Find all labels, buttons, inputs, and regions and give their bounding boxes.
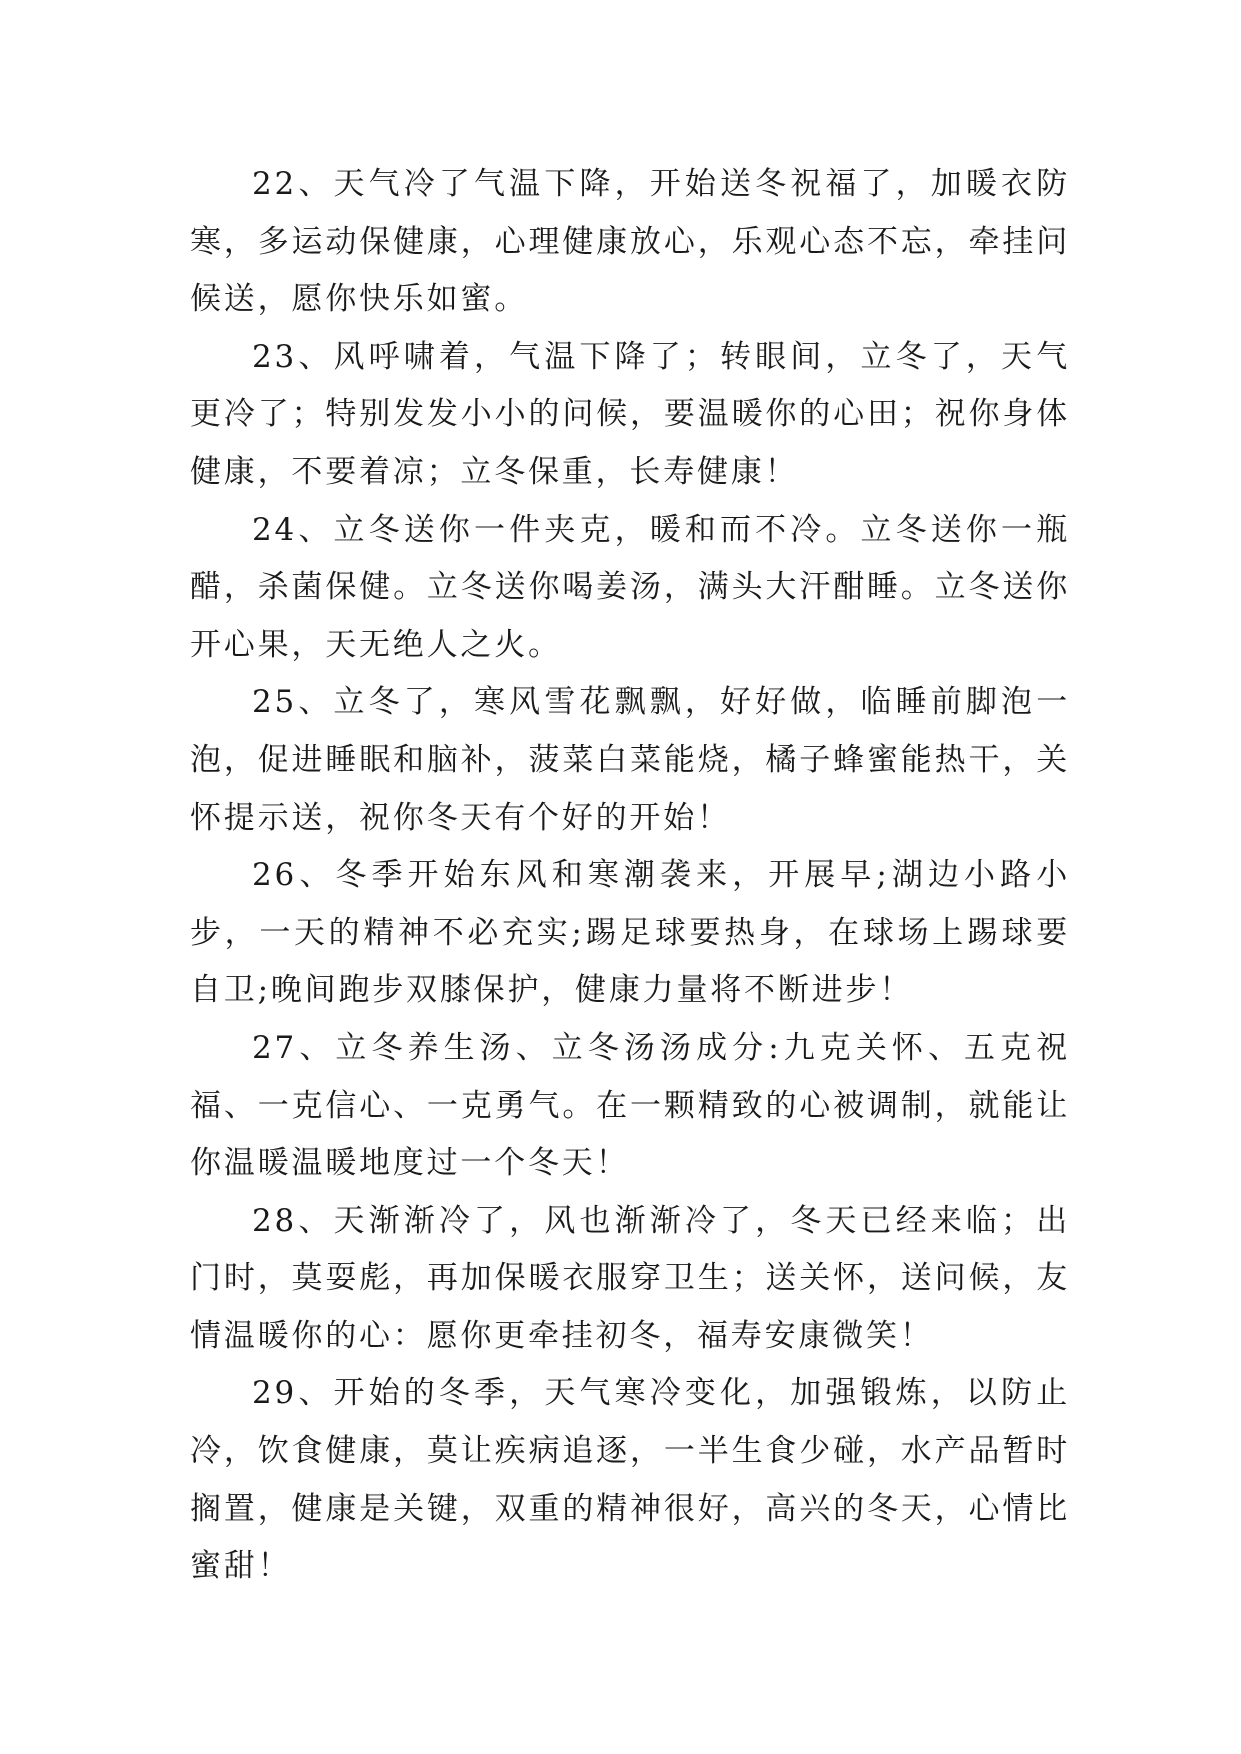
paragraph-26: 26、冬季开始东风和寒潮袭来，开展早;湖边小路小步，一天的精神不必充实;踢足球要热身，在球场上踢球要自卫;晚间跑步双膝保护，健康力量将不断进步！	[190, 857, 1070, 1009]
paragraph-23: 23、风呼啸着，气温下降了；转眼间，立冬了，天气更冷了；特别发发小小的问候，要温暖你的心田；祝你身体健康，不要着凉；立冬保重，长寿健康！	[190, 338, 1070, 490]
paragraph-27: 27、立冬养生汤、立冬汤汤成分:九克关怀、五克祝福、一克信心、一克勇气。在一颗精致的心被调制，就能让你温暖温暖地度过一个冬天！	[190, 1029, 1070, 1182]
paragraph-28: 28、天渐渐冷了，风也渐渐冷了，冬天已经来临；出门时，莫耍彪，再加保暖衣服穿卫生；送关怀，送问候，友情温暖你的心：愿你更牵挂初冬，福寿安康微笑！	[190, 1202, 1070, 1354]
paragraph-25: 25、立冬了，寒风雪花飘飘，好好做，临睡前脚泡一泡，促进睡眠和脑补，菠菜白菜能烧，橘子蜂蜜能热干，关怀提示送，祝你冬天有个好的开始！	[190, 684, 1070, 836]
paragraph-29: 29、开始的冬季，天气寒冷变化，加强锻炼，以防止冷，饮食健康，莫让疾病追逐，一半生食少碰，水产品暂时搁置，健康是关键，双重的精神很好，高兴的冬天，心情比蜜甜！	[190, 1375, 1070, 1585]
document-body	[190, 156, 1070, 1596]
paragraph-24: 24、立冬送你一件夹克，暖和而不冷。立冬送你一瓶醋，杀菌保健。立冬送你喝姜汤，满头大汗酣睡。立冬送你开心果，天无绝人之火。	[190, 511, 1070, 663]
paragraph-22: 22、天气冷了气温下降，开始送冬祝福了，加暖衣防寒，多运动保健康，心理健康放心，乐观心态不忘，牵挂问候送，愿你快乐如蜜。	[190, 166, 1070, 318]
